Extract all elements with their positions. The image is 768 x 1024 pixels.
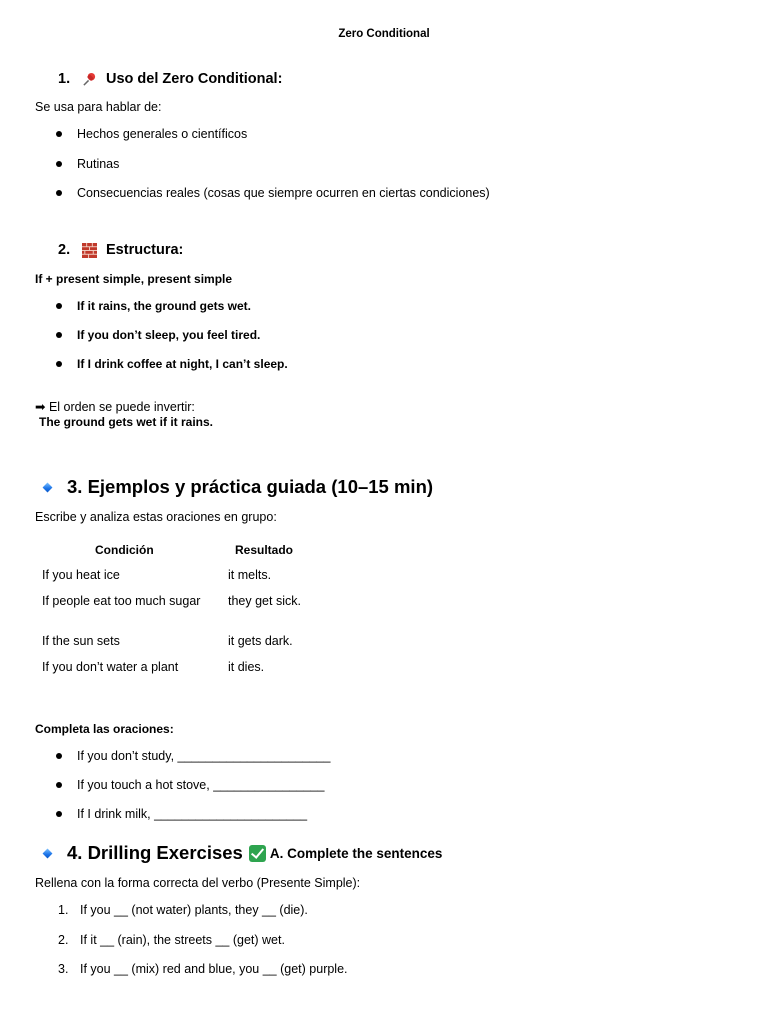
document-title: Zero Conditional bbox=[338, 28, 430, 40]
bullet-dot bbox=[56, 782, 62, 788]
structure-formula: If + present simple, present simple bbox=[35, 272, 233, 286]
bricks-icon bbox=[82, 243, 97, 258]
list-item bbox=[32, 778, 324, 792]
pushpin-icon bbox=[82, 72, 97, 87]
list-item bbox=[32, 186, 490, 200]
table-cell-condition: If people eat too much sugar bbox=[42, 594, 201, 608]
list-item bbox=[32, 299, 251, 313]
bullet-text: Consecuencias reales (cosas que siempre ocurren en ciertas condiciones) bbox=[77, 186, 490, 200]
list-item bbox=[32, 357, 288, 371]
section1-title: Uso del Zero Conditional: bbox=[106, 71, 283, 87]
table-cell-condition: If the sun sets bbox=[42, 634, 120, 648]
list-item bbox=[32, 328, 260, 342]
invert-example: The ground gets wet if it rains. bbox=[39, 415, 214, 429]
table-header-result: Resultado bbox=[235, 543, 294, 557]
bullet-text: If I drink milk, ______________________ bbox=[77, 807, 308, 821]
table-cell-result: they get sick. bbox=[228, 594, 301, 608]
section2-number: 2. bbox=[58, 242, 71, 258]
list-item bbox=[32, 807, 307, 821]
bullet-dot bbox=[56, 811, 62, 817]
bullet-text: Hechos generales o científicos bbox=[77, 127, 248, 141]
list-item bbox=[22, 962, 348, 976]
bullet-dot bbox=[56, 303, 62, 309]
table-cell-condition: If you heat ice bbox=[42, 568, 120, 582]
list-item bbox=[22, 903, 308, 917]
bullet-text: If you touch a hot stove, ________________ bbox=[77, 778, 325, 792]
item-text: If you __ (not water) plants, they __ (die). bbox=[80, 903, 308, 917]
section2-title: Estructura: bbox=[106, 242, 184, 258]
section4-intro: Rellena con la forma correcta del verbo (Presente Simple): bbox=[35, 876, 361, 890]
section4-heading bbox=[40, 842, 442, 864]
invert-note: ➡ El orden se puede invertir: bbox=[35, 400, 195, 414]
section1-intro: Se usa para hablar de: bbox=[35, 100, 162, 114]
table-cell-result: it dies. bbox=[228, 660, 265, 674]
table-header-condition: Condición bbox=[95, 543, 154, 557]
bullet-dot bbox=[56, 190, 62, 196]
item-number: 2. bbox=[58, 933, 69, 947]
table-cell-result: it gets dark. bbox=[228, 634, 293, 648]
section1-number: 1. bbox=[58, 71, 71, 87]
item-number: 3. bbox=[58, 962, 69, 976]
bullet-text: If it rains, the ground gets wet. bbox=[77, 299, 252, 313]
blue-diamond-icon bbox=[43, 848, 53, 858]
list-item bbox=[32, 157, 119, 171]
bullet-dot bbox=[56, 753, 62, 759]
section3-title: 3. Ejemplos y práctica guiada (10–15 min) bbox=[67, 476, 434, 497]
section2-heading bbox=[58, 242, 183, 258]
list-item bbox=[32, 749, 330, 763]
section4-subheading: A. Complete the sentences bbox=[269, 845, 443, 861]
section3-heading bbox=[40, 476, 433, 498]
table-cell-result: it melts. bbox=[228, 568, 272, 582]
item-text: If you __ (mix) red and blue, you __ (get) purple. bbox=[80, 962, 348, 976]
section1-heading bbox=[58, 71, 282, 87]
bullet-text: If you don’t study, ______________________ bbox=[77, 749, 331, 763]
item-number: 1. bbox=[58, 903, 69, 917]
bullet-dot bbox=[56, 332, 62, 338]
table-cell-condition: If you don’t water a plant bbox=[42, 660, 179, 674]
complete-heading: Completa las oraciones: bbox=[35, 722, 174, 736]
bullet-text: If I drink coffee at night, I can’t sleep. bbox=[77, 357, 288, 371]
item-text: If it __ (rain), the streets __ (get) wet. bbox=[80, 933, 285, 947]
check-mark-icon bbox=[249, 845, 266, 862]
list-item bbox=[22, 933, 285, 947]
section4-title: 4. Drilling Exercises bbox=[67, 842, 243, 863]
bullet-dot bbox=[56, 131, 62, 137]
bullet-dot bbox=[56, 361, 62, 367]
list-item bbox=[32, 127, 247, 141]
bullet-text: If you don’t sleep, you feel tired. bbox=[77, 328, 261, 342]
section3-intro: Escribe y analiza estas oraciones en grupo: bbox=[35, 510, 277, 524]
blue-diamond-icon bbox=[43, 482, 53, 492]
bullet-text: Rutinas bbox=[77, 157, 120, 171]
bullet-dot bbox=[56, 161, 62, 167]
